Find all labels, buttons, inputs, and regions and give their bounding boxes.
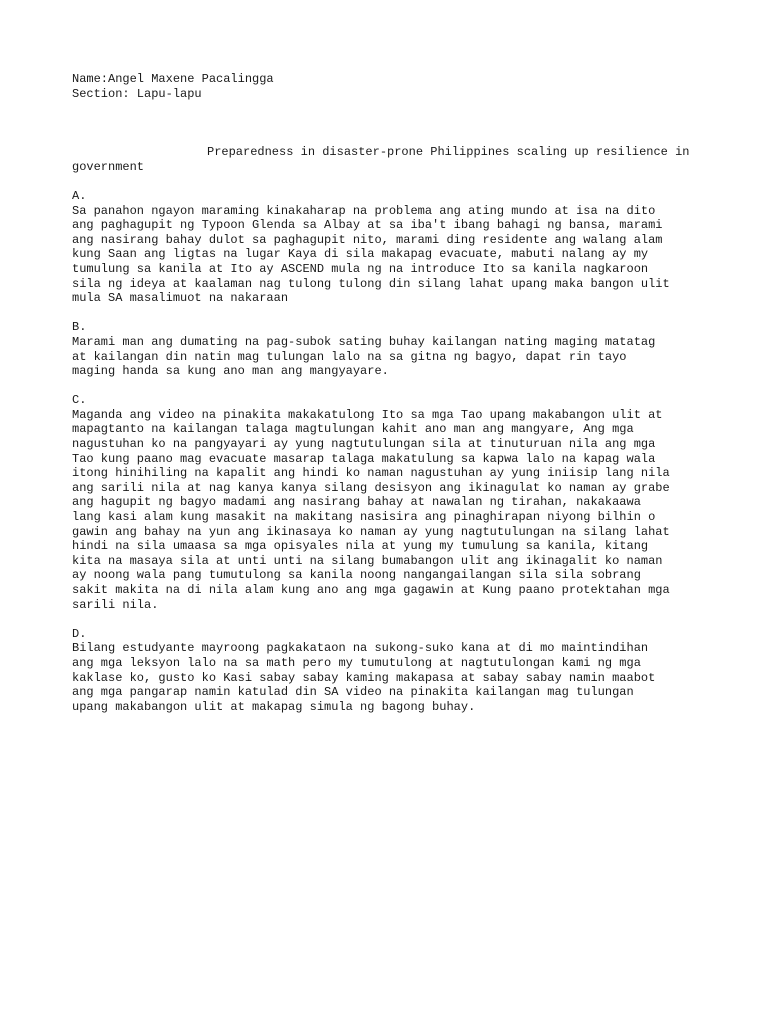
section-d <box>72 627 702 715</box>
paragraph-line: mula SA masalimuot na nakaraan <box>72 291 289 306</box>
paragraph-line: sila ng ideya at kaalaman nag tulong tulong din silang lahat upang maka bangon ulit <box>72 276 670 291</box>
section-label: A. <box>72 188 87 203</box>
paragraph-line: ang hagupit ng bagyo madami ang nasirang bahay at nawalan ng tirahan, nakakaawa <box>72 495 641 510</box>
section-label: B. <box>72 320 87 335</box>
section-label: D. <box>72 626 87 641</box>
paragraph-line: nagustuhan ko na pangyayari ay yung nagtutulungan sila at tinuturuan nila ang mga <box>72 437 656 452</box>
document-title <box>72 145 702 174</box>
paragraph-line: itong hinihiling na kapalit ang hindi ko naman nagustuhan ay yung iniisip lang nila <box>72 466 670 481</box>
paragraph-line: kita na masaya sila at unti unti na silang bumabangon ulit ang ikinagalit ko naman <box>72 553 663 568</box>
paragraph-line: gawin ang bahay na yun ang ikinasaya ko naman ay yung nagtutulungan na silang lahat <box>72 524 670 539</box>
paragraph-line: Marami man ang dumating na pag-subok sating buhay kailangan nating maging matatag <box>72 334 656 349</box>
document-page <box>72 72 702 714</box>
paragraph-line: Maganda ang video na pinakita makakatulong Ito sa mga Tao upang makabangon ulit at <box>72 407 663 422</box>
paragraph-line: ang mga pangarap namin katulad din SA video na pinakita kailangan mag tulungan <box>72 685 634 700</box>
paragraph-line: kung Saan ang ligtas na lugar Kaya di sila makapag evacuate, mabuti nalang ay my <box>72 247 649 262</box>
paragraph-line: sakit makita na di nila alam kung ano ang mga gagawin at Kung paano protektahan mga <box>72 583 670 597</box>
section-label: C. <box>72 393 87 408</box>
section-a <box>72 189 702 306</box>
title-line-1: Preparedness in disaster-prone Philippines scaling up resilience <box>207 145 668 160</box>
paragraph-line: ang mga leksyon lalo na sa math pero my tumutulong at nagtutulongan kami ng mga <box>72 655 641 670</box>
paragraph-line: lang kasi alam kung masakit na makitang nasisira ang pinaghirapan niyong bilhin o <box>72 510 656 525</box>
paragraph-line: Tao kung paano mag evacuate masarap talaga makatulung sa kapwa lalo na kapag wala <box>72 451 656 466</box>
paragraph-line: maging handa sa kung ano man ang mangyayare. <box>72 364 389 379</box>
paragraph-line: hindi na sila umaasa sa mga opisyales nila at yung my tumulung sa kanila, kitang <box>72 539 649 554</box>
paragraph-line: tumulung sa kanila at Ito ay ASCEND mula ng na introduce Ito sa kanila nagkaroon <box>72 261 649 276</box>
paragraph-line: at kailangan din natin mag tulungan lalo na sa gitna ng bagyo, dapat rin tayo <box>72 349 627 364</box>
paragraph-line: Bilang estudyante mayroong pagkakataon na sukong-suko kana at di mo maintindihan <box>72 641 649 656</box>
paragraph-line: ang nasirang bahay dulot sa paghagupit nito, marami ding residente ang walang alam <box>72 232 663 247</box>
student-section: Section: Lapu-lapu <box>72 86 202 101</box>
paragraph-line: sarili nila. <box>72 597 159 612</box>
paragraph-line: ay noong wala pang tumutulong sa kanila noong nangangailangan sila sila sobrang <box>72 568 641 583</box>
paragraph-line: Sa panahon ngayon maraming kinakaharap na problema ang ating mundo at isa na dito <box>72 203 656 218</box>
section-c <box>72 393 702 612</box>
section-b <box>72 320 702 378</box>
paragraph-line: kaklase ko, gusto ko Kasi sabay sabay kaming makapasa at sabay sabay namin maabot <box>72 670 656 685</box>
paragraph-line: mapagtanto na kailangan talaga magtulungan kahit ano man ang mangyare, Ang mga <box>72 422 634 437</box>
paragraph-line: upang makabangon ulit at makapag simula ng bagong buhay. <box>72 699 476 714</box>
paragraph-line: ang paghagupit ng Typoon Glenda sa Albay at sa iba't ibang bahagi ng bansa, marami <box>72 218 663 233</box>
paragraph-line: ang sarili nila at nag kanya kanya silang desisyon ang ikinagulat ko naman ay grabe <box>72 480 670 495</box>
title-line-2: in government <box>72 145 690 174</box>
student-name: Name:Angel Maxene Pacalingga <box>72 72 274 86</box>
